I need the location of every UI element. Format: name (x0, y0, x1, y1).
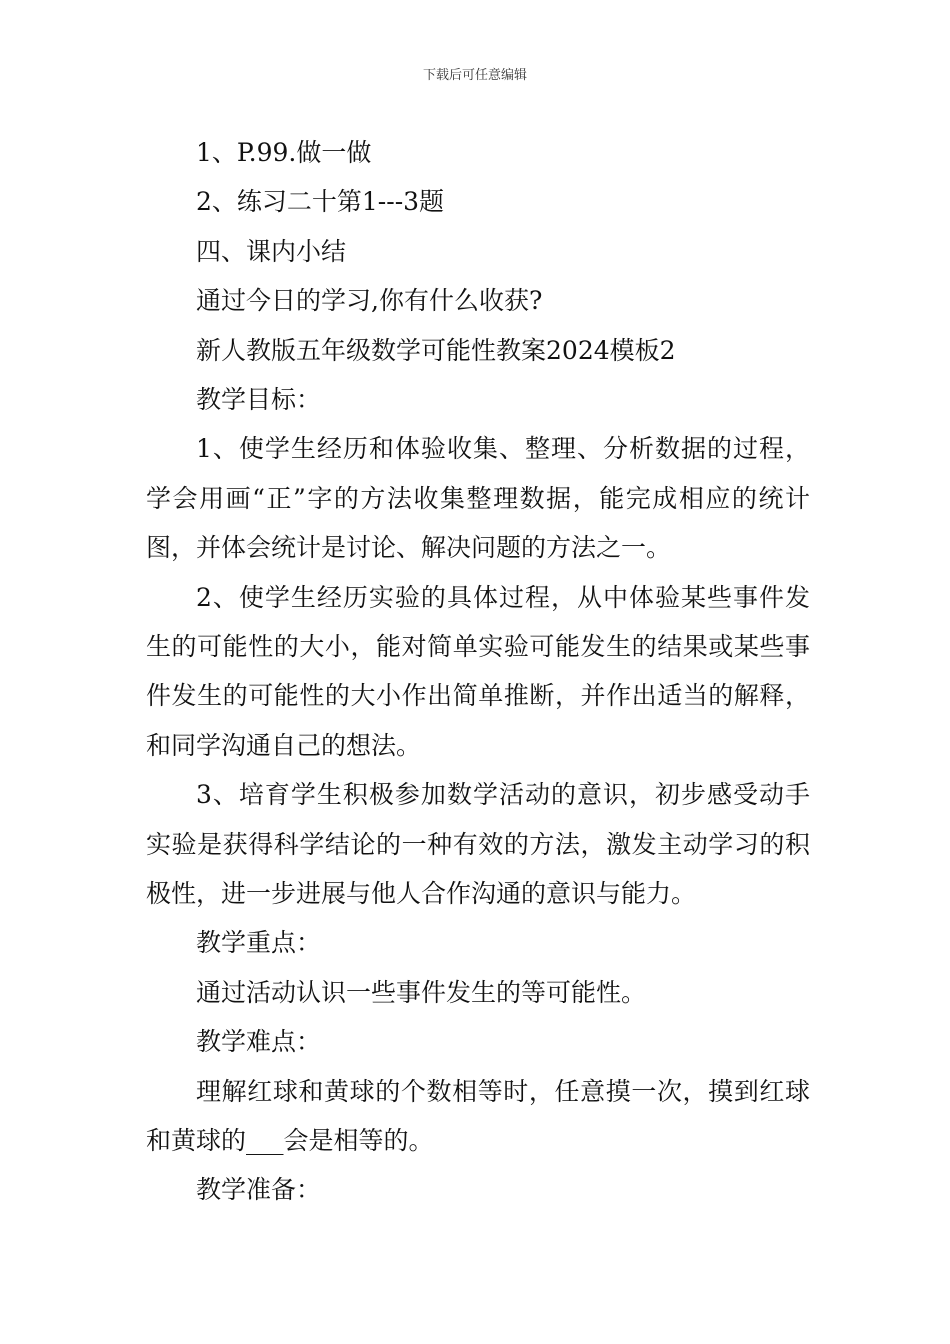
objective-paragraph-3: 3、培育学生积极参加数学活动的意识，初步感受动手实验是获得科学结论的一种有效的方法，激发主动学习的积极性，进一步进展与他人合作沟通的意识与能力。 (146, 780, 810, 908)
document-body (146, 128, 810, 1215)
objective-paragraph-1: 1、使学生经历和体验收集、整理、分析数据的过程，学会用画“正”字的方法收集整理数据，能完成相应的统计图，并体会统计是讨论、解决问题的方法之一。 (146, 434, 810, 563)
exercise-line-1: 1、P.99.做一做 (196, 138, 372, 167)
document-title: 新人教版五年级数学可能性教案2024模板2 (196, 335, 676, 365)
preparation-heading: 教学准备： (196, 1175, 322, 1205)
page-header: 下载后可任意编辑 (422, 68, 527, 83)
difficulties-paragraph: 理解红球和黄球的个数相等时，任意摸一次，摸到红球和黄球的___会是相等的。 (146, 1076, 810, 1155)
key-points-heading: 教学重点： (196, 928, 322, 958)
key-points-text: 通过活动认识一些事件发生的等可能性。 (196, 977, 647, 1007)
objective-paragraph-2: 2、使学生经历实验的具体过程，从中体验某些事件发生的可能性的大小，能对简单实验可能发生的结果或某些事件发生的可能性的大小作出简单推断，并作出适当的解释，和同学沟通自己的想法。 (146, 582, 810, 760)
difficulties-heading: 教学难点： (196, 1027, 322, 1057)
section-heading-summary: 四、课内小结 (196, 236, 347, 266)
exercise-line-2: 2、练习二十第1---3题 (196, 187, 445, 217)
objectives-heading: 教学目标： (196, 384, 322, 414)
summary-question: 通过今日的学习,你有什么收获? (196, 286, 543, 316)
